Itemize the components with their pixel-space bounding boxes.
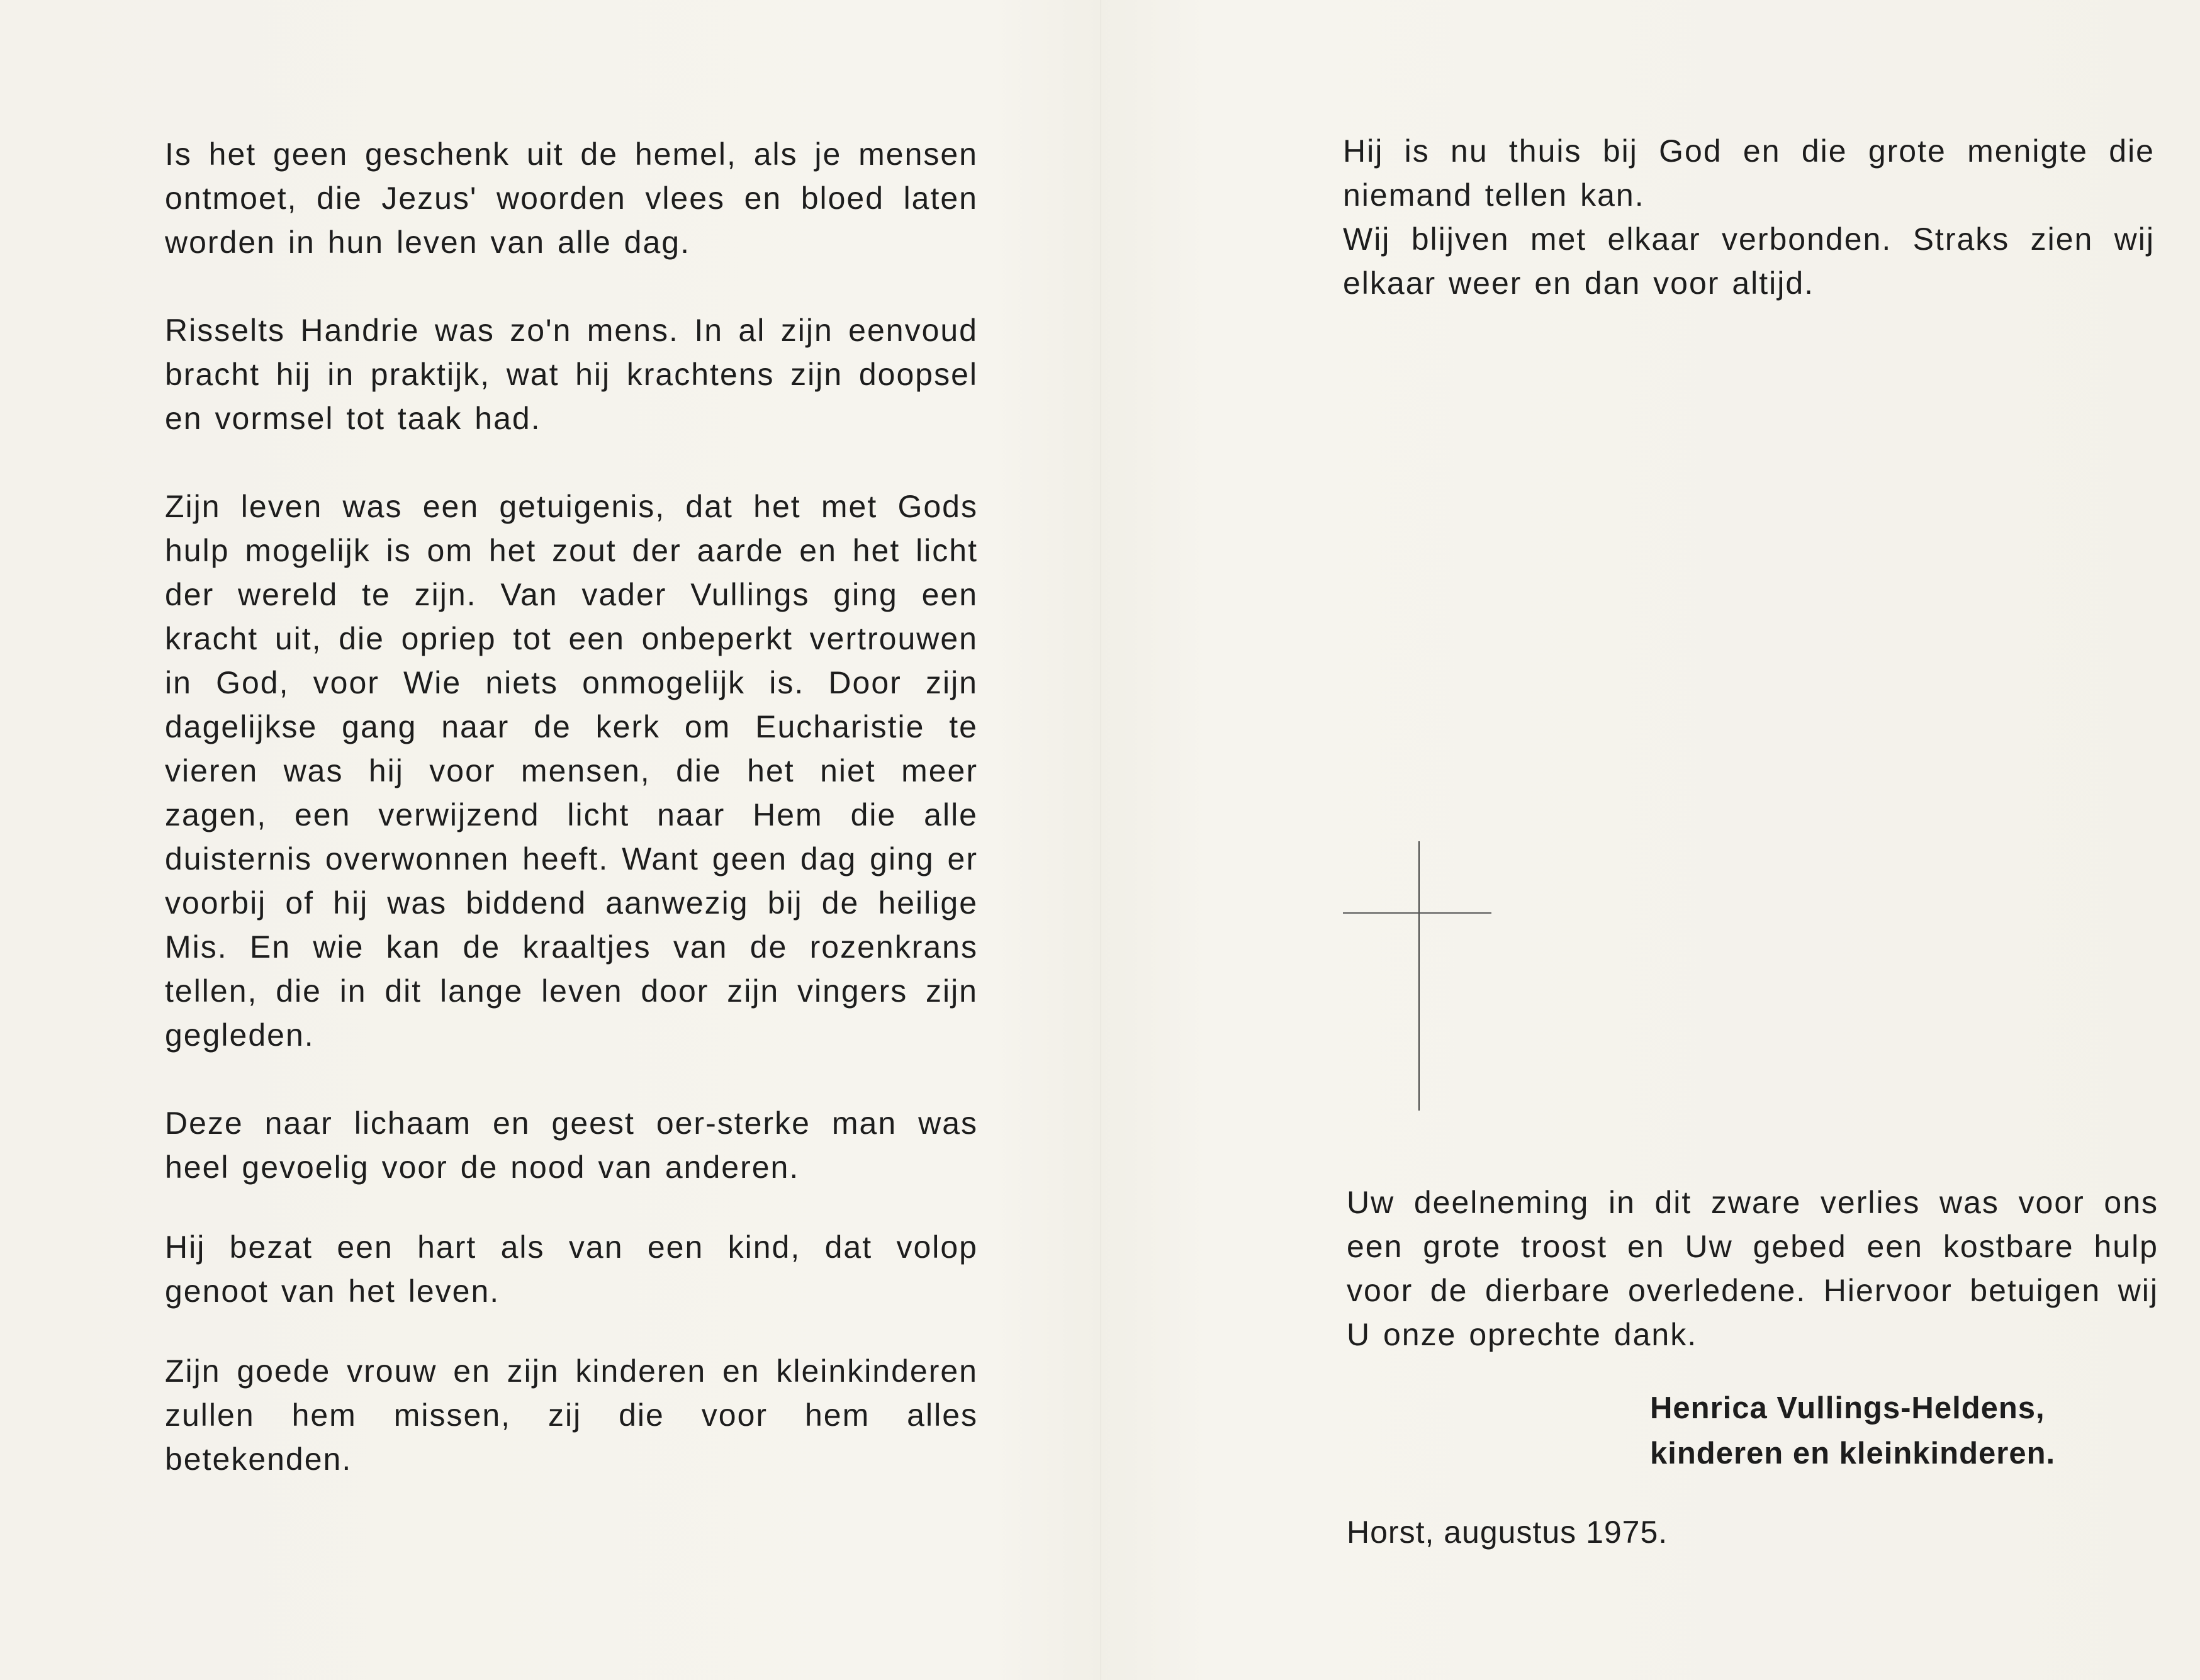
center-fold — [1100, 0, 1101, 1680]
place-date: Horst, augustus 1975. — [1347, 1515, 1668, 1550]
paragraph-thanks: Uw deelneming in dit zware verlies was voor ons een grote troost en Uw gebed een kostbare hulp voor de dierbare overledene. Hiervoor betuigen wij U onze oprechte dank. — [1347, 1185, 2158, 1352]
cross-icon — [1343, 841, 1491, 1111]
right-column-top — [1343, 129, 2155, 305]
paragraph-family: Zijn goede vrouw en zijn kinderen en kleinkinderen zullen hem missen, zij die voor hem alles betekenden. — [165, 1353, 978, 1477]
paragraph-risselts-handrie: Risselts Handrie was zo'n mens. In al zijn eenvoud bracht hij in praktijk, wat hij krachtens zijn doopsel en vormsel tot taak had. — [165, 313, 978, 436]
signature-name: Henrica Vullings-Heldens, — [1650, 1391, 2045, 1425]
cross-vertical-bar — [1418, 841, 1420, 1111]
signature-family: kinderen en kleinkinderen. — [1650, 1436, 2056, 1470]
cross-horizontal-bar — [1343, 912, 1491, 914]
signature-block — [1650, 1386, 2141, 1476]
paragraph-strong-man: Deze naar lichaam en geest oer-sterke man was heel gevoelig voor de nood van anderen. — [165, 1106, 978, 1185]
paragraph-connected: Wij blijven met elkaar verbonden. Straks zien wij elkaar weer en dan voor altijd. — [1343, 221, 2155, 301]
paragraph-heart-of-child: Hij bezat een hart als van een kind, dat volop genoot van het leven. — [165, 1229, 978, 1309]
thanks-block — [1347, 1180, 2158, 1357]
paragraph-testimony: Zijn leven was een getuigenis, dat het met Gods hulp mogelijk is om het zout der aarde en het licht der wereld te zijn. Van vader Vullings ging een kracht uit, die opriep tot een onbeperkt vertrouwen in God, voor Wie niets onmogelijk is. Door zijn dagelijkse gang naar de kerk om Eucharistie te vieren was hij voor mensen, die het niet meer zagen, een verwijzend licht naar Hem die alle duisternis overwonnen heeft. Want geen dag ging er voorbij of hij was biddend aanwezig bij de heilige Mis. En wie kan de kraaltjes van de rozenkrans tellen, die in dit lange leven door zijn vingers zijn gegleden. — [165, 489, 978, 1053]
paragraph-home-with-god: Hij is nu thuis bij God en die grote menigte die niemand tellen kan. — [1343, 133, 2155, 213]
paragraph-gift-from-heaven: Is het geen geschenk uit de hemel, als je mensen ontmoet, die Jezus' woorden vlees en bloed laten worden in hun leven van alle dag. — [165, 137, 978, 260]
left-column — [165, 132, 978, 1481]
